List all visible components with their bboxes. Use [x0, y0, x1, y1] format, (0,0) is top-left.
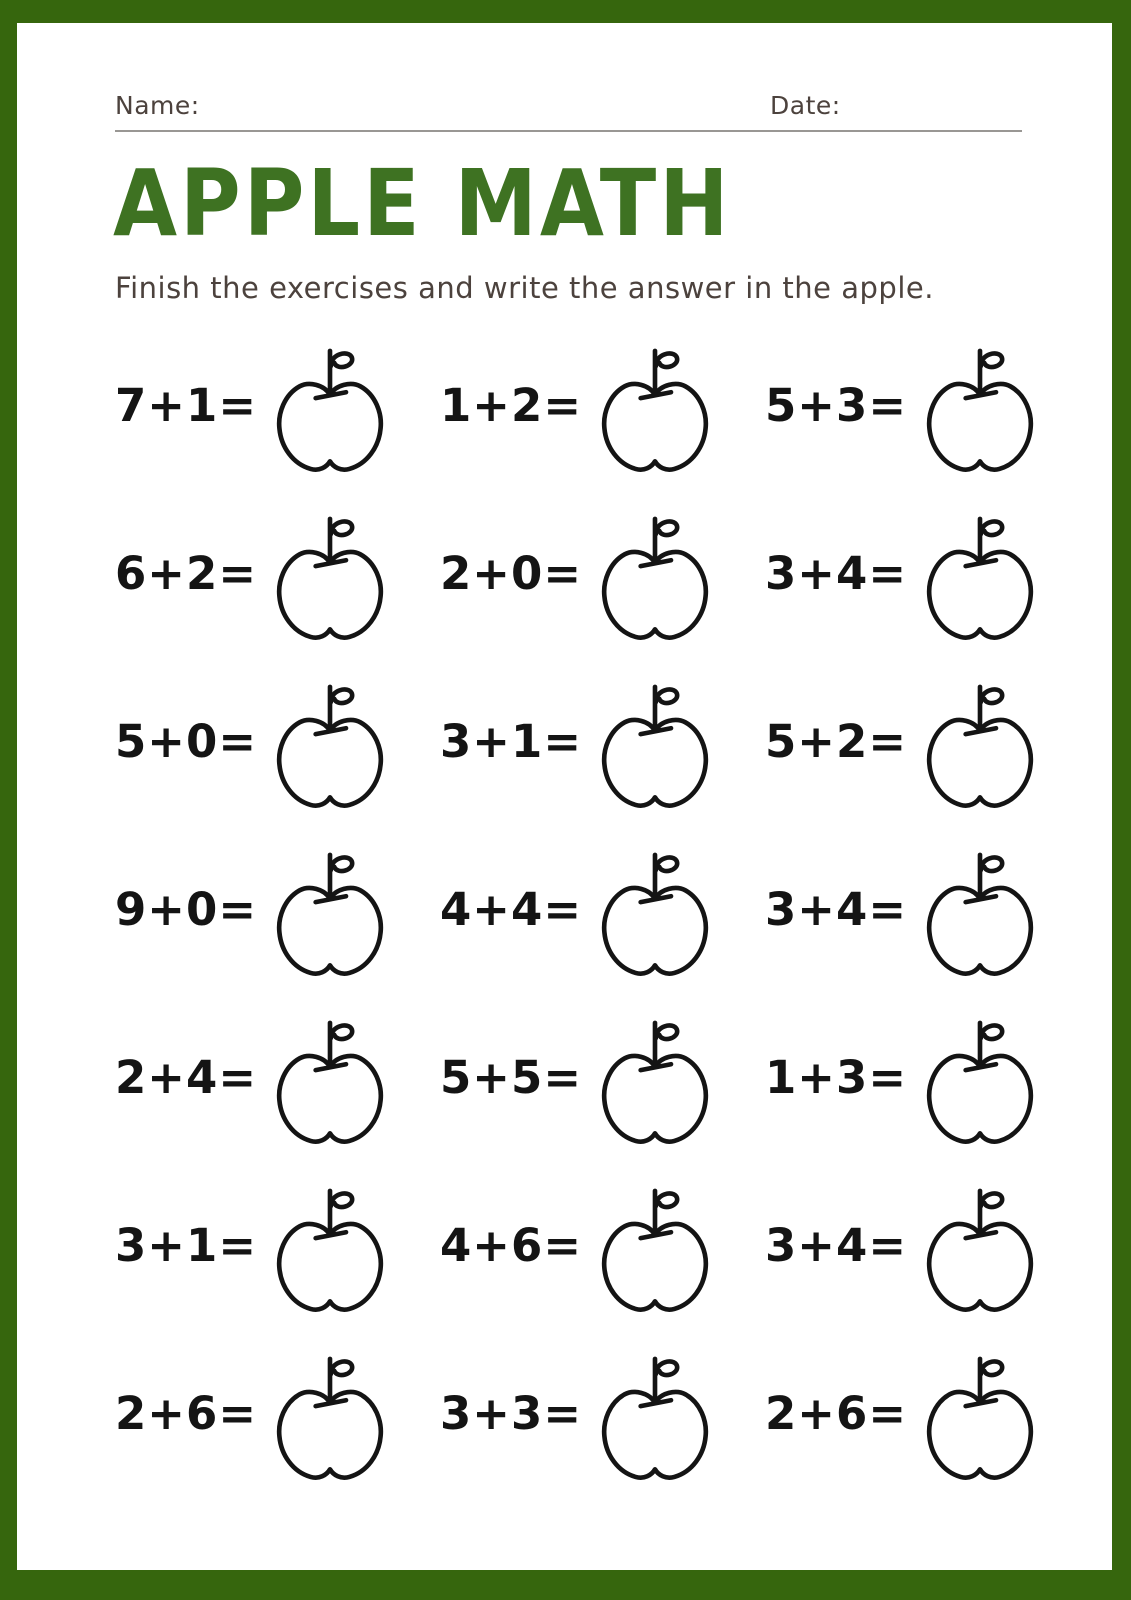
apple-icon	[921, 512, 1039, 643]
apple-icon	[596, 1184, 714, 1315]
problem-label: 4+4=	[440, 882, 583, 936]
problem-label: 2+6=	[115, 1386, 258, 1440]
problem-cell	[440, 493, 765, 661]
problem-label: 2+6=	[765, 1386, 908, 1440]
problem-cell	[440, 1333, 765, 1501]
problem-cell	[765, 829, 1090, 997]
problem-cell	[440, 661, 765, 829]
problem-label: 5+0=	[115, 714, 258, 768]
problem-cell	[765, 325, 1090, 493]
problem-label: 5+2=	[765, 714, 908, 768]
problem-cell	[765, 661, 1090, 829]
problem-cell	[115, 829, 440, 997]
date-field-label: Date:	[770, 91, 841, 120]
apple-icon	[271, 1352, 389, 1483]
apple-icon	[271, 848, 389, 979]
problem-cell	[440, 829, 765, 997]
problem-label: 3+3=	[440, 1386, 583, 1440]
problem-cell	[115, 1165, 440, 1333]
problem-label: 3+1=	[440, 714, 583, 768]
apple-icon	[921, 1016, 1039, 1147]
apple-icon	[596, 512, 714, 643]
apple-icon	[271, 680, 389, 811]
apple-icon	[271, 1016, 389, 1147]
apple-icon	[271, 1184, 389, 1315]
problem-cell	[440, 325, 765, 493]
problem-cell	[115, 997, 440, 1165]
apple-icon	[596, 1016, 714, 1147]
problem-label: 2+0=	[440, 546, 583, 600]
apple-icon	[596, 344, 714, 475]
name-field-label: Name:	[115, 91, 200, 120]
apple-icon	[921, 344, 1039, 475]
problem-label: 3+4=	[765, 1218, 908, 1272]
apple-icon	[596, 848, 714, 979]
apple-icon	[921, 680, 1039, 811]
problem-label: 4+6=	[440, 1218, 583, 1272]
problem-cell	[765, 997, 1090, 1165]
problem-cell	[115, 1333, 440, 1501]
problem-label: 5+5=	[440, 1050, 583, 1104]
problem-cell	[440, 1165, 765, 1333]
problem-label: 6+2=	[115, 546, 258, 600]
apple-icon	[596, 1352, 714, 1483]
apple-icon	[921, 1184, 1039, 1315]
problem-label: 1+3=	[765, 1050, 908, 1104]
page-subtitle: Finish the exercises and write the answer in the apple.	[115, 271, 934, 305]
problem-cell	[115, 325, 440, 493]
problem-cell	[765, 1165, 1090, 1333]
apple-icon	[596, 680, 714, 811]
problems-grid	[115, 325, 1095, 1501]
apple-icon	[271, 344, 389, 475]
problem-cell	[765, 493, 1090, 661]
problem-label: 2+4=	[115, 1050, 258, 1104]
problem-label: 7+1=	[115, 378, 258, 432]
problem-cell	[765, 1333, 1090, 1501]
problem-cell	[115, 661, 440, 829]
problem-label: 3+4=	[765, 546, 908, 600]
problem-label: 1+2=	[440, 378, 583, 432]
problem-label: 3+4=	[765, 882, 908, 936]
problem-label: 9+0=	[115, 882, 258, 936]
worksheet-sheet	[17, 23, 1112, 1570]
problem-cell	[115, 493, 440, 661]
name-date-header	[115, 91, 1022, 132]
problem-cell	[440, 997, 765, 1165]
apple-icon	[921, 848, 1039, 979]
apple-icon	[921, 1352, 1039, 1483]
page-title: APPLE MATH	[113, 150, 732, 257]
apple-icon	[271, 512, 389, 643]
problem-label: 3+1=	[115, 1218, 258, 1272]
problem-label: 5+3=	[765, 378, 908, 432]
